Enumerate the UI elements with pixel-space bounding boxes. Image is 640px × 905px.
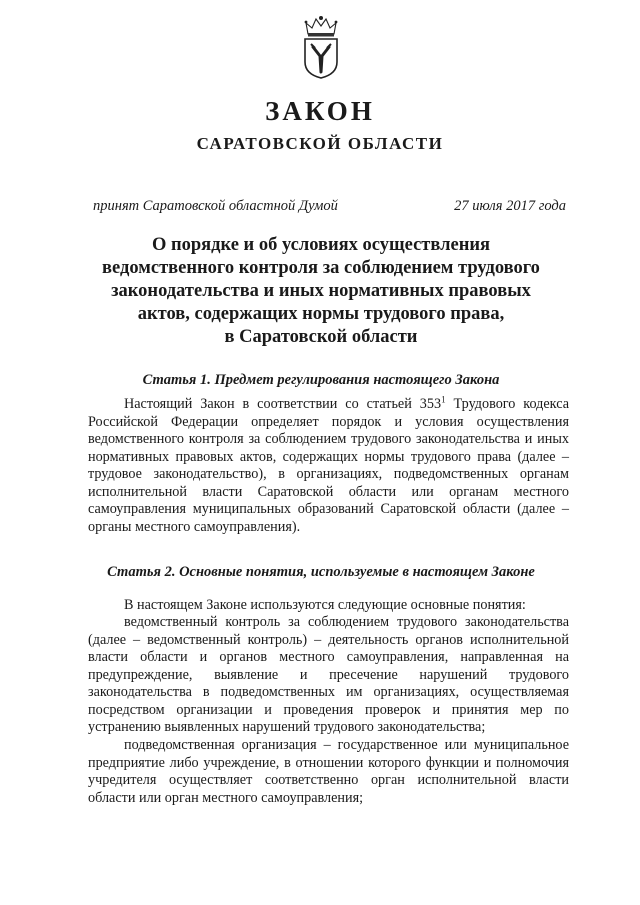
adoption-authority: принят Саратовской областной Думой (93, 198, 338, 214)
document-title-line: О порядке и об условиях осуществления (151, 235, 491, 255)
document-title-line: ведомственного контроля за соблюдением трудового (102, 258, 540, 278)
article-number-superscript: 1 (441, 394, 446, 405)
article-2-heading: Статья 2. Основные понятия, используемые в настоящем Законе (107, 564, 535, 580)
law-title: ЗАКОН (265, 96, 375, 126)
document-title-line: законодательства и иных нормативных правовых (111, 281, 531, 301)
document-title (70, 234, 572, 349)
saratov-coat-of-arms-icon (300, 14, 342, 80)
article-2-paragraph-definition: подведомственная организация – государственное или муниципальное предприятие либо учреждение, в отношении которого функции и полномочия учредителя осуществляет соответственно орган исполнительной власти области или орган местного самоуправления; (88, 737, 569, 806)
article-1-text-start: Настоящий Закон в соответствии со статьей 353 (124, 396, 442, 412)
region-name: САРАТОВСКОЙ ОБЛАСТИ (196, 134, 444, 153)
article-2-paragraph-definition: ведомственный контроль за соблюдением трудового законодательства (далее – ведомственный контроль) – деятельность органов исполнительной власти области и органов местного самоуправления, направленная на предупреждение, выявление и пресечение нарушений трудового законодательства в подведомственных им организациях, осуществляемая посредством организации и проведения проверок и принятия мер по устранению выявленных нарушений трудового законодательства; (88, 614, 569, 735)
article-2-paragraph-intro: В настоящем Законе используются следующие основные понятия: (124, 597, 526, 613)
document-title-line: в Саратовской области (224, 327, 418, 347)
article-1-text-end: Трудового кодекса Российской Федерации определяет порядок и условия осуществления ведомственного контроля за соблюдением трудового законодательства и иных нормативных правовых актов, содержащих нормы трудового права (далее – трудовое законодательство), в организациях, подведомственных органам исполнительной власти Саратовской области или органам местного самоуправления муниципальных образований Саратовской области (далее – органы местного самоуправления). (88, 396, 569, 535)
article-1-paragraph (88, 396, 569, 536)
document-title-line: актов, содержащих нормы трудового права, (137, 304, 505, 324)
article-1-heading: Статья 1. Предмет регулирования настоящего Закона (142, 372, 500, 388)
adoption-date: 27 июля 2017 года (454, 198, 566, 214)
